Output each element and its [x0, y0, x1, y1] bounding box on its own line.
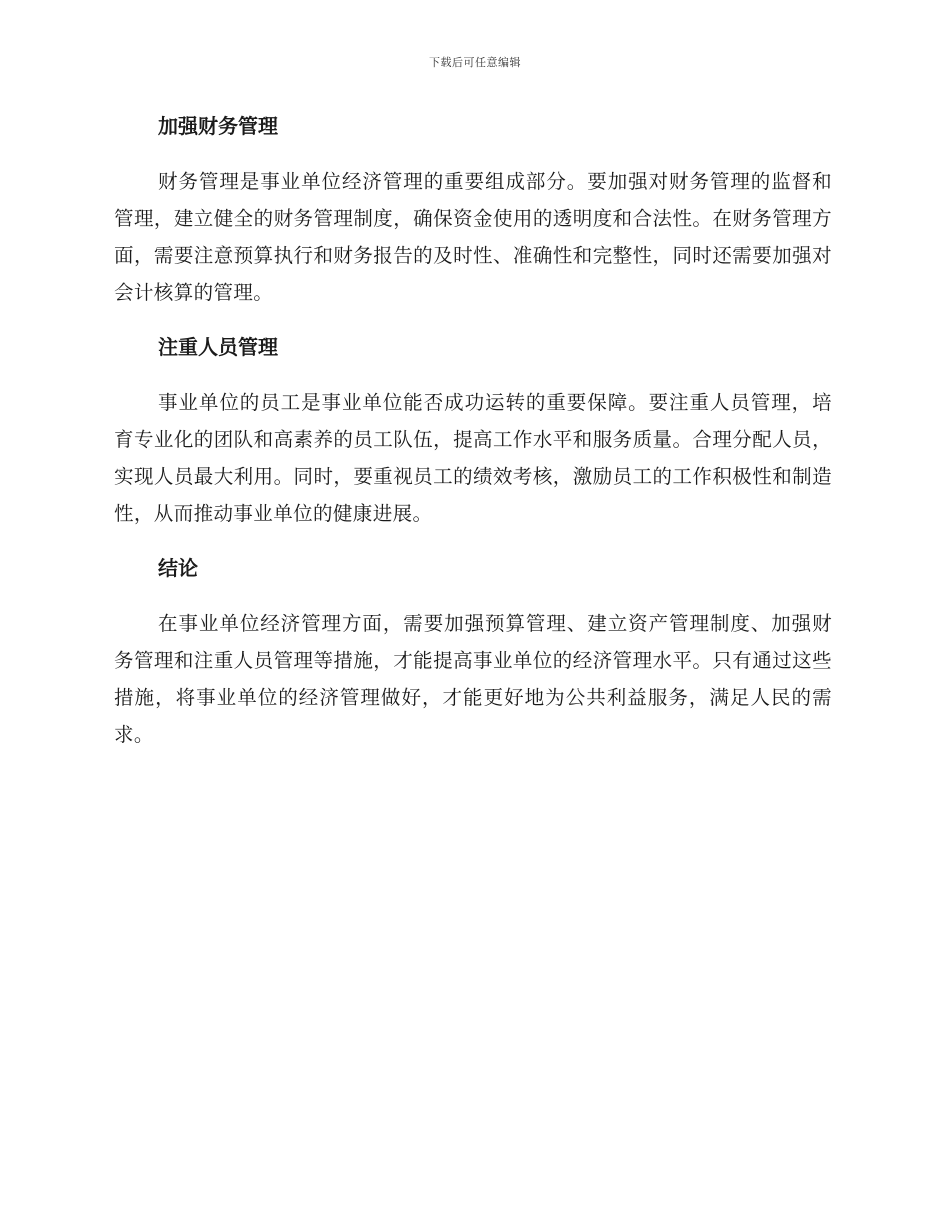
document-body [114, 108, 832, 753]
section-title: 结论 [158, 556, 198, 580]
section-paragraph: 在事业单位经济管理方面，需要加强预算管理、建立资产管理制度、加强财务管理和注重人员管理等措施，才能提高事业单位的经济管理水平。只有通过这些措施，将事业单位的经济管理做好，才能更好地为公共利益服务，满足人民的需求。 [114, 612, 832, 746]
section-paragraph: 财务管理是事业单位经济管理的重要组成部分。要加强对财务管理的监督和管理，建立健全的财务管理制度，确保资金使用的透明度和合法性。在财务管理方面，需要注意预算执行和财务报告的及时性、准确性和完整性，同时还需要加强对会计核算的管理。 [114, 170, 832, 304]
section-personnel-management [114, 329, 832, 532]
section-title: 加强财务管理 [158, 114, 278, 138]
section-financial-management [114, 108, 832, 311]
section-paragraph: 事业单位的员工是事业单位能否成功运转的重要保障。要注重人员管理，培育专业化的团队和高素养的员工队伍，提高工作水平和服务质量。合理分配人员，实现人员最大利用。同时，要重视员工的绩效考核，激励员工的工作积极性和制造性，从而推动事业单位的健康进展。 [114, 391, 832, 525]
section-conclusion [114, 550, 832, 753]
page-header-note: 下载后可任意编辑 [429, 56, 521, 69]
section-title: 注重人员管理 [158, 335, 278, 359]
